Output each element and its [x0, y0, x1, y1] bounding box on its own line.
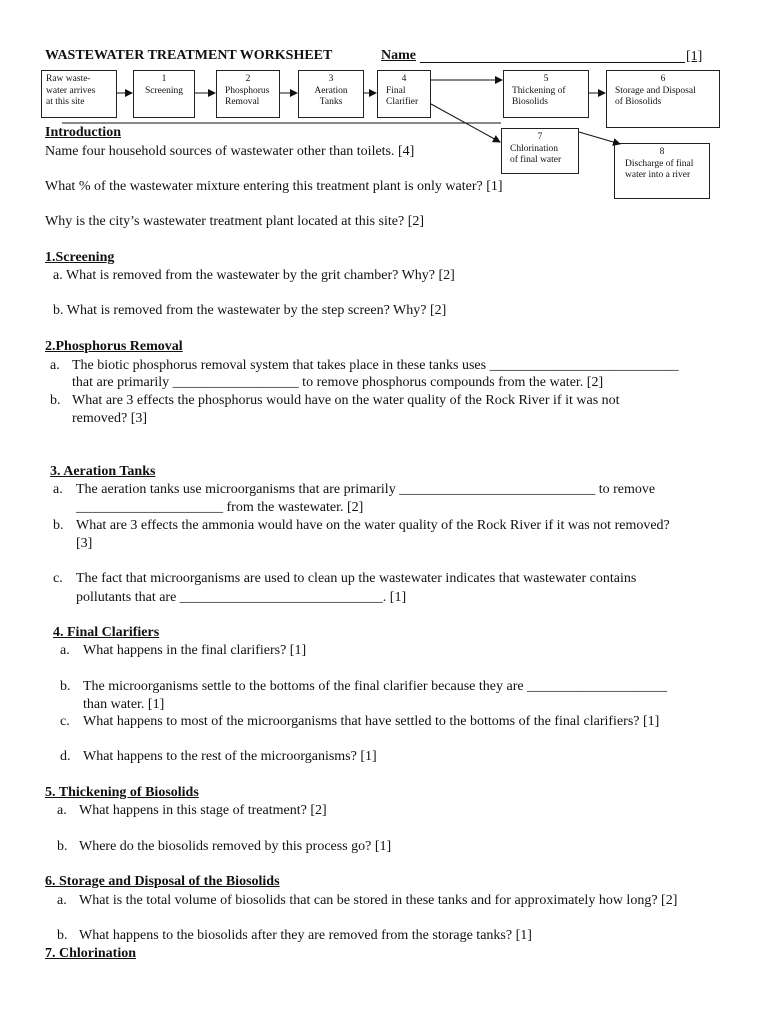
- question-text: What happens to most of the microorganisms that have settled to the bottoms of the final clarifiers? [1]: [83, 714, 660, 729]
- question-label: c.: [60, 714, 70, 729]
- flow-text: Chlorination: [510, 143, 559, 154]
- flow-step-number: 2: [245, 74, 251, 84]
- question-label: c.: [53, 571, 63, 586]
- question-text: [3]: [76, 536, 93, 551]
- flow-text: water arrives: [46, 85, 96, 96]
- question-text: pollutants that are _____________________________. [1]: [76, 590, 407, 605]
- question-text: What % of the wastewater mixture entering this treatment plant is only water? [1]: [45, 179, 503, 194]
- section-heading-storage-disposal: 6. Storage and Disposal of the Biosolids: [45, 874, 280, 889]
- worksheet-title: WASTEWATER TREATMENT WORKSHEET: [45, 48, 333, 63]
- question-text: What happens to the rest of the microorganisms? [1]: [83, 749, 377, 764]
- flow-text: Storage and Disposal: [615, 85, 696, 96]
- flow-text: at this site: [46, 97, 85, 107]
- flow-step-number: 6: [660, 74, 666, 84]
- flow-text: Final: [386, 85, 406, 96]
- flow-text: Tanks: [319, 97, 343, 107]
- question-text: What happens to the biosolids after they are removed from the storage tanks? [1]: [79, 928, 532, 943]
- question-text: What is the total volume of biosolids that can be stored in these tanks and for approximately how long? [2]: [79, 893, 678, 908]
- question-text: The biotic phosphorus removal system that takes place in these tanks uses ___________________________: [72, 358, 679, 373]
- question-label: b.: [53, 518, 64, 533]
- question-label: d.: [60, 749, 71, 764]
- flow-text: Discharge of final: [625, 158, 694, 169]
- flow-text: Raw waste-: [46, 74, 91, 84]
- flow-text: Thickening of: [512, 85, 566, 96]
- question-text: that are primarily __________________ to remove phosphorus compounds from the water. [2]: [72, 375, 604, 390]
- flow-step-number: 3: [328, 74, 334, 84]
- section-heading-introduction: Introduction: [45, 125, 121, 140]
- flow-step-number: 1: [161, 74, 167, 84]
- flow-arrows: [0, 0, 770, 230]
- section-heading-thickening: 5. Thickening of Biosolids: [45, 785, 199, 800]
- flow-step-number: 8: [659, 147, 665, 157]
- flow-text: water into a river: [625, 170, 691, 180]
- question-label: a.: [57, 893, 67, 908]
- question-text: The microorganisms settle to the bottoms of the final clarifier because they are ____________________: [83, 679, 668, 694]
- question-text: What are 3 effects the phosphorus would have on the water quality of the Rock River if it was not: [72, 393, 620, 408]
- flow-text: of Biosolids: [615, 97, 662, 107]
- section-heading-screening: 1.Screening: [45, 250, 115, 265]
- question-text: than water. [1]: [83, 697, 165, 712]
- question-label: a.: [57, 803, 67, 818]
- flow-text: of final water: [510, 155, 562, 165]
- question-text: What happens in the final clarifiers? [1]: [83, 643, 307, 658]
- question-text: a. What is removed from the wastewater by the grit chamber? Why? [2]: [53, 268, 455, 283]
- flow-step-number: 5: [543, 74, 549, 84]
- question-text: b. What is removed from the wastewater by the step screen? Why? [2]: [53, 303, 447, 318]
- question-text: _____________________ from the wastewater. [2]: [76, 500, 364, 515]
- question-label: a.: [50, 358, 60, 373]
- name-points: [1]: [686, 49, 703, 64]
- flow-step-number: 4: [401, 74, 407, 84]
- flow-text: Removal: [225, 97, 260, 107]
- question-text: Name four household sources of wastewater other than toilets. [4]: [45, 144, 415, 159]
- question-label: b.: [60, 679, 71, 694]
- flow-step-number: 7: [537, 132, 543, 142]
- section-heading-phosphorus: 2.Phosphorus Removal: [45, 339, 183, 354]
- section-heading-aeration: 3. Aeration Tanks: [50, 464, 156, 479]
- section-heading-chlorination: 7. Chlorination: [45, 946, 137, 961]
- name-label: Name: [381, 48, 416, 63]
- question-text: What happens in this stage of treatment? [2]: [79, 803, 327, 818]
- question-text: Where do the biosolids removed by this process go? [1]: [79, 839, 392, 854]
- question-label: b.: [50, 393, 61, 408]
- question-label: a.: [60, 643, 70, 658]
- question-text: The aeration tanks use microorganisms that are primarily ____________________________ to remove: [76, 482, 656, 497]
- flow-text: Clarifier: [386, 97, 419, 107]
- question-text: What are 3 effects the ammonia would have on the water quality of the Rock River if it was not removed?: [76, 518, 670, 533]
- question-label: b.: [57, 928, 68, 943]
- flow-text: Phosphorus: [225, 85, 270, 96]
- question-text: removed? [3]: [72, 411, 148, 426]
- question-label: a.: [53, 482, 63, 497]
- question-text: Why is the city’s wastewater treatment plant located at this site? [2]: [45, 214, 425, 229]
- flow-text: Aeration: [314, 85, 348, 96]
- flow-text: Screening: [145, 85, 183, 96]
- question-label: b.: [57, 839, 68, 854]
- question-text: The fact that microorganisms are used to clean up the wastewater indicates that wastewater contains: [76, 571, 637, 586]
- flow-text: Biosolids: [512, 97, 548, 107]
- section-heading-final-clarifiers: 4. Final Clarifiers: [53, 625, 160, 640]
- arrow-chlorination-to-discharge: [579, 132, 620, 144]
